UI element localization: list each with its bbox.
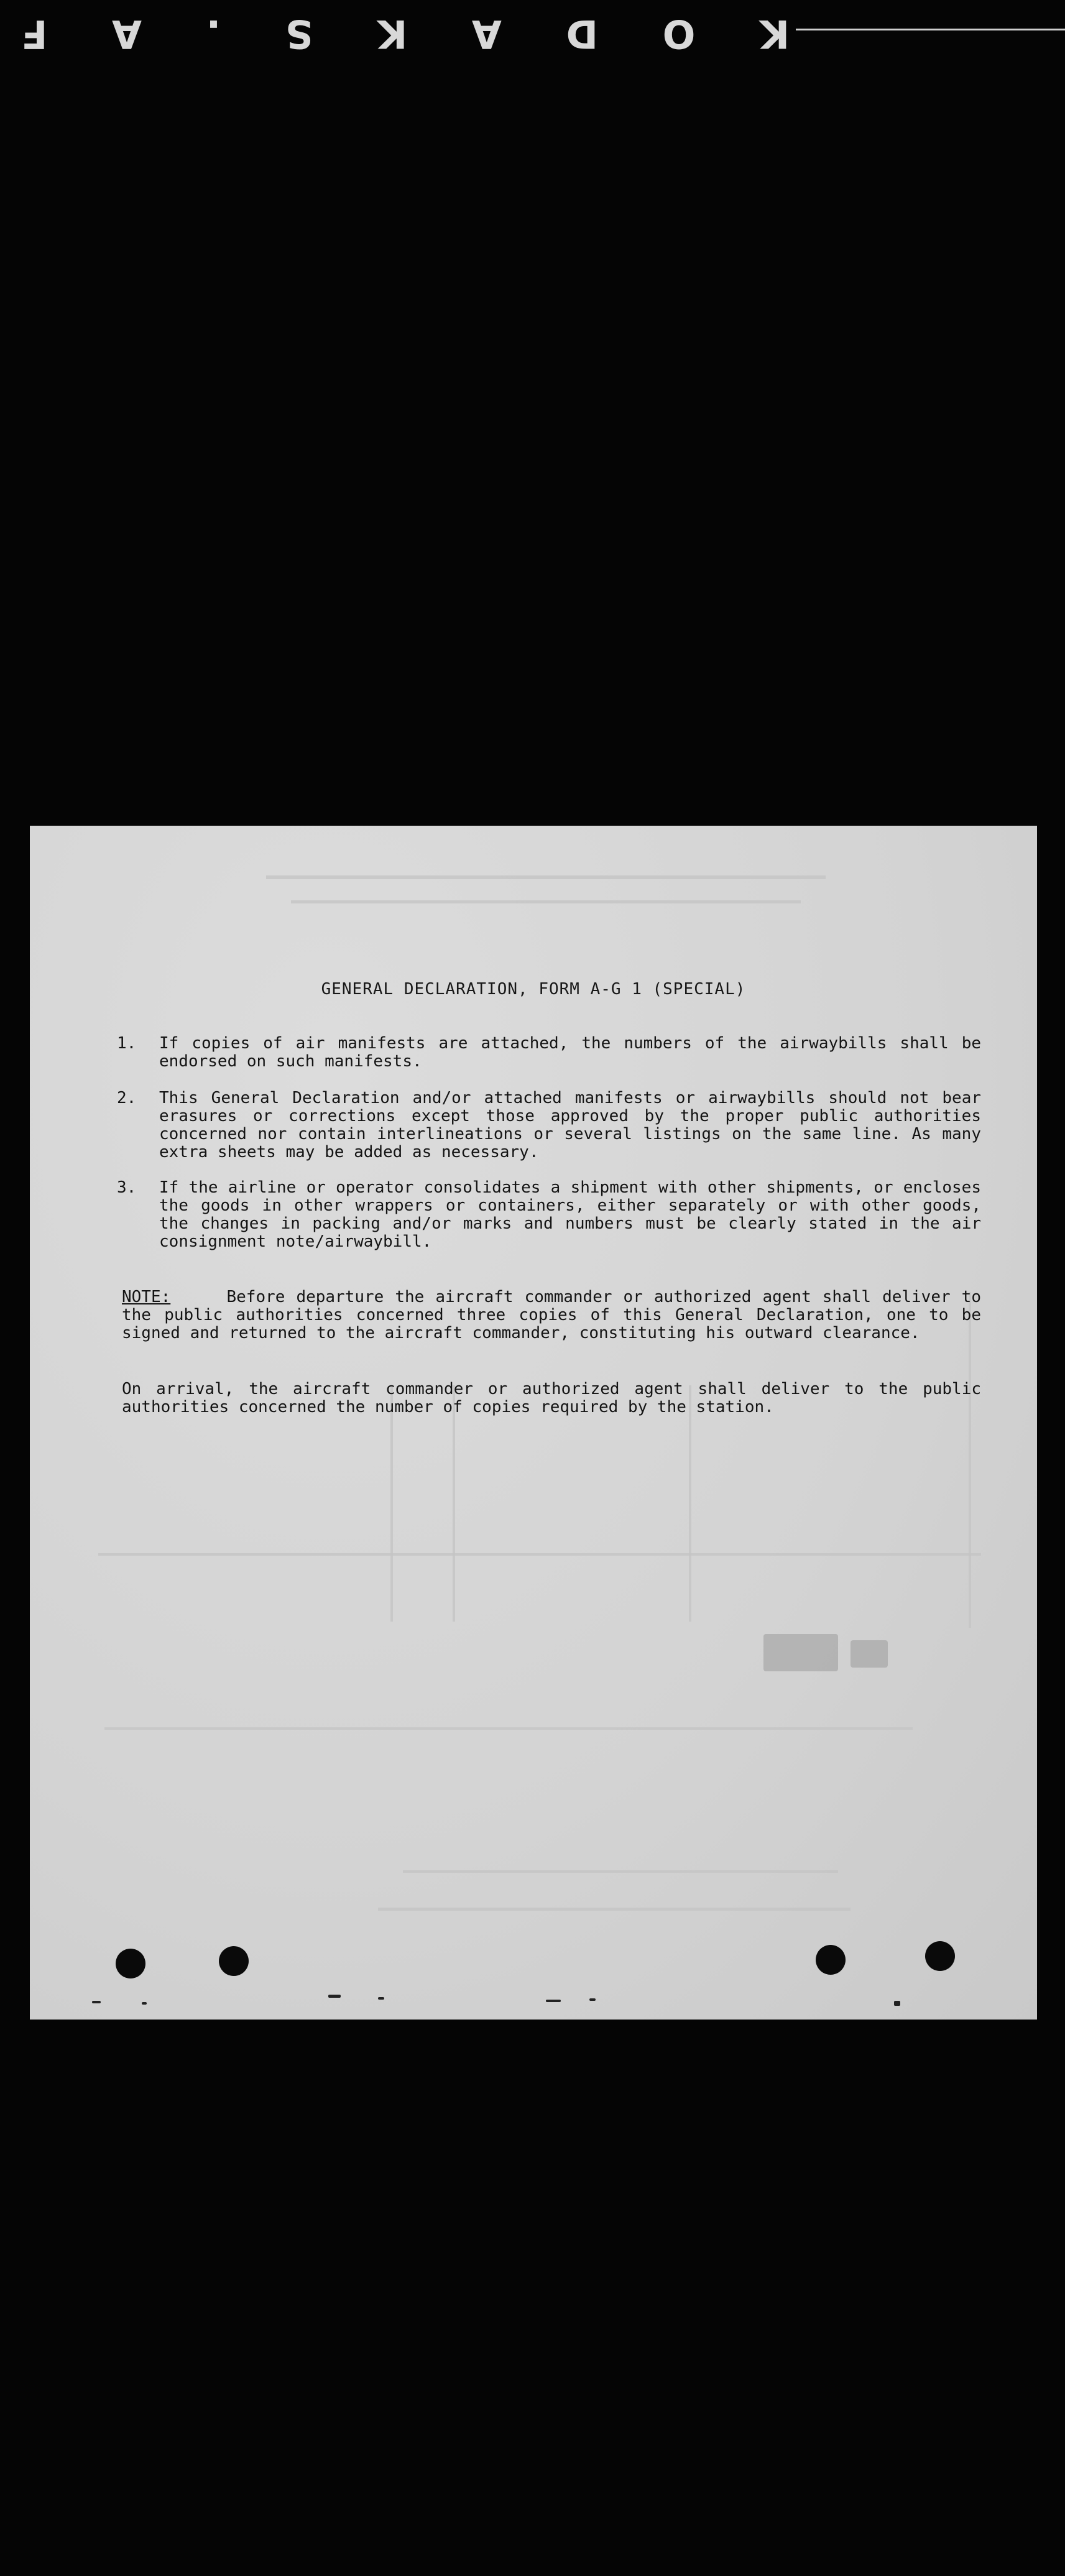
show-through-line	[266, 875, 826, 879]
edge-speck	[589, 1998, 596, 2001]
film-letter: F	[19, 11, 48, 57]
instruction-item	[117, 1089, 981, 1161]
item-number: 1.	[117, 1034, 137, 1053]
film-letter: K	[757, 11, 790, 57]
item-text: If copies of air manifests are attached, the numbers of the airwaybills shall be endorsed on such manifests.	[159, 1034, 981, 1071]
show-through-line	[453, 1385, 455, 1622]
show-through-line	[378, 1908, 851, 1911]
punch-hole	[925, 1941, 955, 1971]
show-through-line	[390, 1385, 393, 1622]
film-letter: K	[375, 11, 408, 57]
film-letter: A	[109, 11, 142, 57]
show-through-line	[689, 1385, 691, 1622]
arrival-paragraph: On arrival, the aircraft commander or authorized agent shall deliver to the public authorities concerned the number of copies required by the station.	[122, 1380, 981, 1416]
punch-hole	[219, 1946, 249, 1976]
film-letter: O	[660, 11, 696, 57]
film-letter: D	[563, 11, 598, 57]
faint-stamp-mark	[851, 1640, 888, 1668]
note-text: Before departure the aircraft commander or authorized agent shall deliver to the public authorities concerned three copies of this General Declaration, one to be signed and returned to the aircraft commander, constituting his outward clearance.	[122, 1288, 981, 1342]
note-paragraph	[122, 1288, 981, 1342]
show-through-line	[291, 900, 801, 903]
faint-stamp-mark	[763, 1634, 838, 1671]
instruction-item	[117, 1035, 981, 1071]
punch-hole	[816, 1945, 846, 1975]
film-letter: S	[282, 11, 313, 57]
edge-speck	[328, 1995, 341, 1998]
instruction-item	[117, 1179, 981, 1251]
film-edge	[0, 0, 1065, 87]
show-through-line	[969, 1292, 971, 1628]
show-through-line	[403, 1870, 838, 1873]
edge-speck	[894, 2001, 900, 2006]
edge-speck	[378, 1997, 384, 2000]
film-edge-line	[796, 29, 1065, 30]
item-number: 2.	[117, 1089, 137, 1107]
item-text: If the airline or operator consolidates a shipment with other shipments, or encloses the goods in other wrappers or containers, either separately or with other goods, the changes in packing and/or marks and numbers must be clearly stated in the air consignment note/airwaybill.	[159, 1178, 981, 1251]
item-text: This General Declaration and/or attached manifests or airwaybills should not bear erasures or corrections except those approved by the proper public authorities concerned nor contain interlineations or several listings on the same line. As many extra sheets may be added as necessary.	[159, 1089, 981, 1161]
film-edge-marking	[19, 11, 790, 57]
edge-speck	[92, 2001, 101, 2003]
item-number: 3.	[117, 1178, 137, 1197]
edge-speck	[142, 2002, 147, 2005]
punch-hole	[116, 1949, 145, 1978]
show-through-line	[104, 1727, 913, 1730]
note-label: NOTE:	[122, 1288, 171, 1306]
show-through-line	[98, 1553, 981, 1556]
film-letter: A	[469, 11, 502, 57]
film-letter: .	[203, 11, 221, 57]
document-page	[30, 826, 1037, 2020]
document-title: GENERAL DECLARATION, FORM A-G 1 (SPECIAL)	[321, 980, 746, 999]
edge-speck	[546, 2000, 561, 2002]
